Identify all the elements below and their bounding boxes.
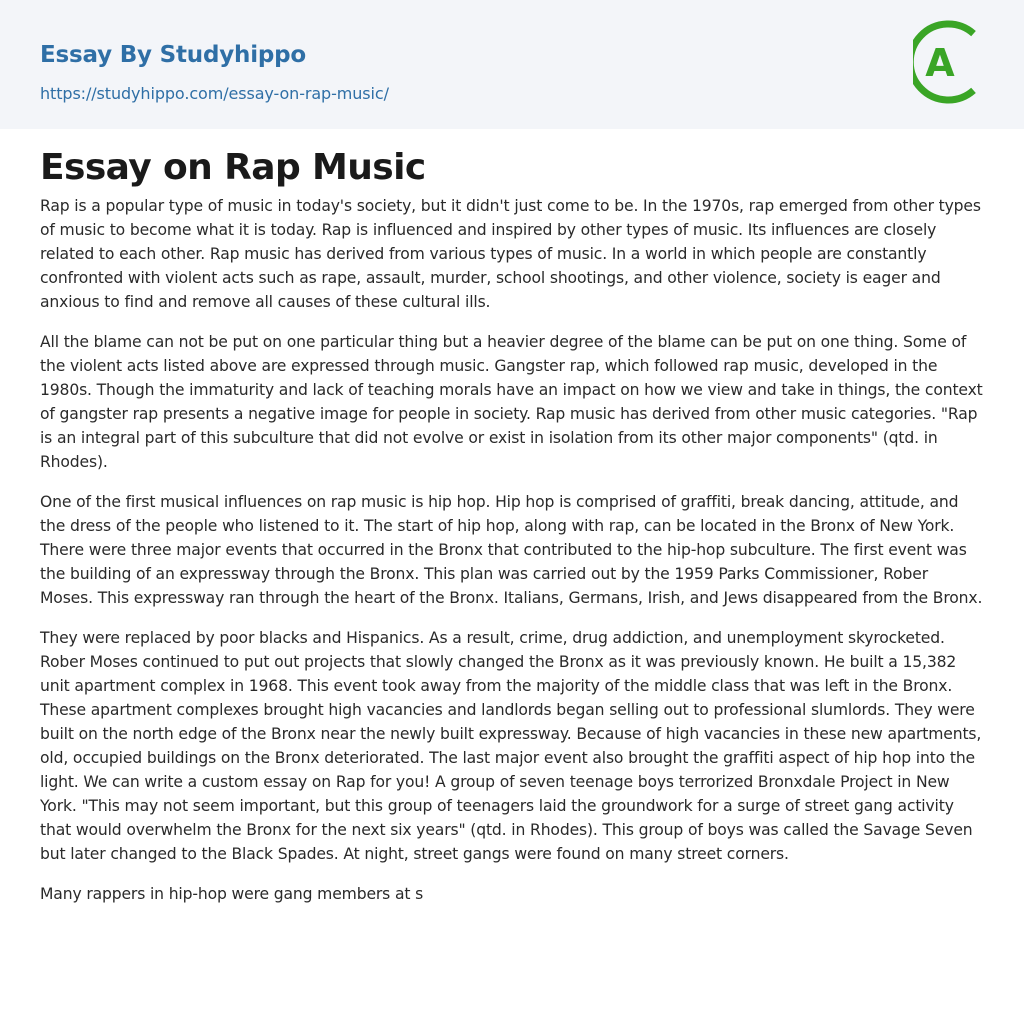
essay-url-link[interactable]: https://studyhippo.com/essay-on-rap-music/ <box>40 84 389 103</box>
essay-paragraph: One of the first musical influences on rap music is hip hop. Hip hop is comprised of graffiti, break dancing, attitude, and the dress of the people who listened to it. The start of hip hop, along with rap, can be located in the Bronx of New York. There were three major events that occurred in the Bronx that contributed to the hip-hop subculture. The first event was the building of an expressway through the Bronx. This plan was carried out by the 1959 Parks Commissioner, Rober Moses. This expressway ran through the heart of the Bronx. Italians, Germans, Irish, and Jews disappeared from the Bronx. <box>40 493 983 607</box>
studyhippo-logo-icon[interactable] <box>913 20 985 104</box>
essay-paragraph: They were replaced by poor blacks and Hispanics. As a result, crime, drug addiction, and unemployment skyrocketed. Rober Moses continued to put out projects that slowly changed the Bronx as it was previously known. He built a 15,382 unit apartment complex in 1968. This event took away from the majority of the middle class that was left in the Bronx. These apartment complexes brought high vacancies and landlords began selling out to professional slumlords. They were built on the north edge of the Bronx near the newly built expressway. Because of high vacancies in these new apartments, old, occupied buildings on the Bronx deteriorated. The last major event also brought the graffiti aspect of hip hop into the light. We can write a custom essay on Rap for you! A group of seven teenage boys terrorized Bronxdale Project in New York. "This may not seem important, but this group of teenagers laid the groundwork for a surge of street gang activity that would overwhelm the Bronx for the next six years" (qtd. in Rhodes). This group of boys was called the Savage Seven but later changed to the Black Spades. At night, street gangs were found on many street corners. <box>40 629 982 863</box>
logo-letter: A <box>925 41 955 85</box>
site-brand[interactable]: Essay By Studyhippo <box>40 42 307 68</box>
essay-paragraph: Rap is a popular type of music in today's society, but it didn't just come to be. In the 1970s, rap emerged from other types of music to become what it is today. Rap is influenced and inspired by other types of music. Its influences are closely related to each other. Rap music has derived from various types of music. In a world in which people are constantly confronted with violent acts such as rape, assault, murder, school shootings, and other violence, society is eager and anxious to find and remove all causes of these cultural ills. <box>40 197 981 311</box>
essay-paragraph-truncated: Many rappers in hip-hop were gang members at s <box>40 885 424 903</box>
essay-body <box>40 194 984 922</box>
essay-paragraph: All the blame can not be put on one particular thing but a heavier degree of the blame can be put on one thing. Some of the violent acts listed above are expressed through music. Gangster rap, which followed rap music, developed in the 1980s. Though the immaturity and lack of teaching morals have an impact on how we view and take in things, the context of gangster rap presents a negative image for people in society. Rap music has derived from other music categories. "Rap is an integral part of this subculture that did not evolve or exist in isolation from its other major components" (qtd. in Rhodes). <box>40 333 983 471</box>
page-title: Essay on Rap Music <box>40 147 426 188</box>
